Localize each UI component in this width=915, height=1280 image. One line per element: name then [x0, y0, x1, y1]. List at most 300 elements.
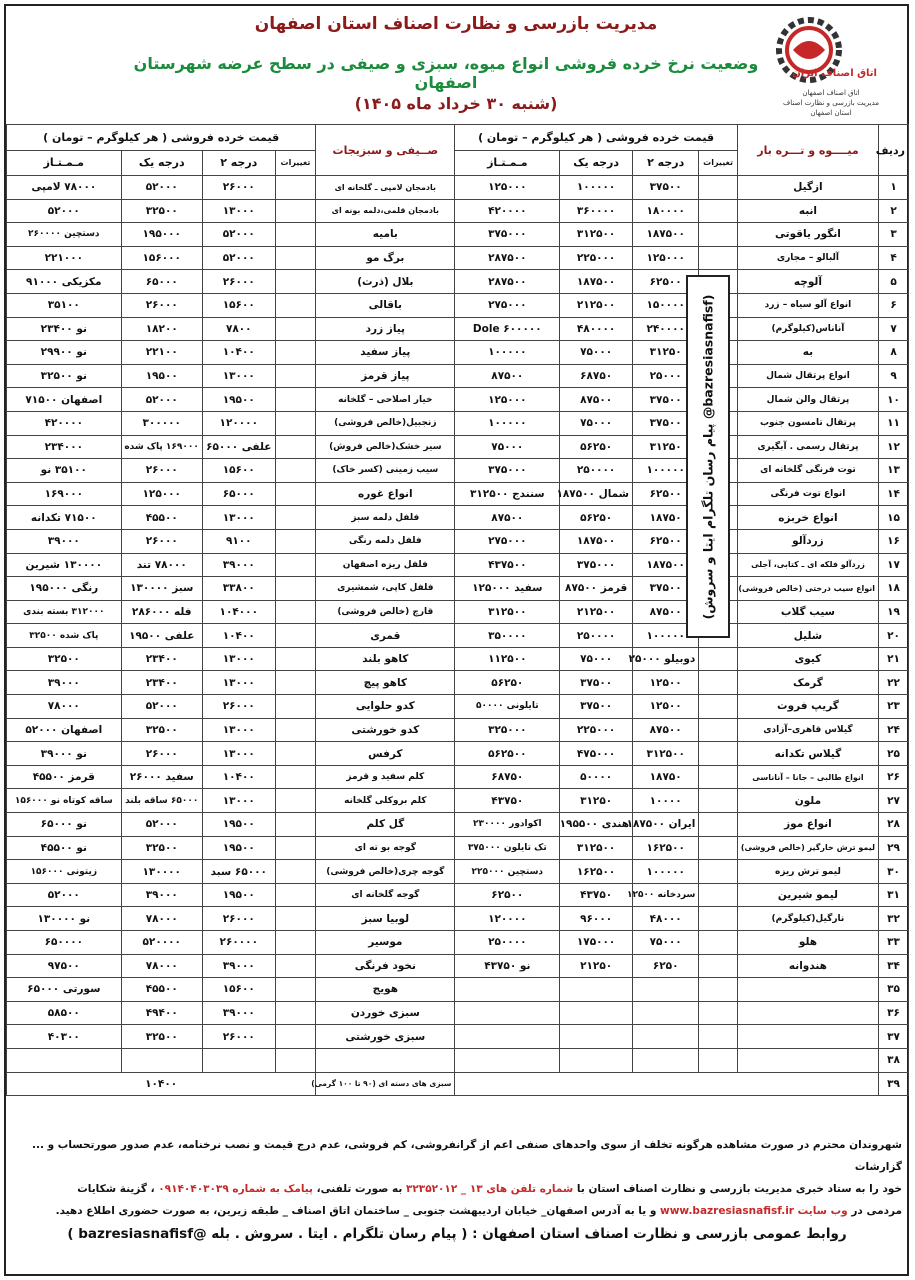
- fruit-grade2: ۴۸۰۰۰: [633, 907, 699, 931]
- fruit-changes: [699, 695, 738, 719]
- col-veg-price-group: قیمت خرده فروشی ( هر کیلوگرم – تومان ): [7, 125, 316, 151]
- fruit-premium: ۲۷۵۰۰۰: [455, 529, 560, 553]
- fruit-grade2: ۱۲۵۰۰: [633, 671, 699, 695]
- veg-changes: [275, 836, 316, 860]
- table-row: [7, 978, 909, 1002]
- fruit-grade2: [633, 1048, 699, 1072]
- veg-name: سیب زمینی (کسر خاک): [316, 459, 455, 483]
- fruit-changes: [699, 176, 738, 200]
- col-fruit-grade1: درجه یک: [560, 150, 633, 176]
- row-number: ۱۸: [879, 577, 909, 601]
- footer-line-3: مردمی در وب سایت www.bazresiasnafisf.ir و یا به آدرس اصفهان_ خیابان اردیبهشت جنوبی _ ساختمان اتاق اصناف _ طبقه زیرین، به صورت حضوری اطلاع دهید.: [55, 1205, 902, 1217]
- fruit-grade2: ۱۰۰۰۰۰: [633, 459, 699, 483]
- row-number: ۳۰: [879, 860, 909, 884]
- veg-name: بادمجان لامپی ـ گلخانه ای: [316, 176, 455, 200]
- table-row: [7, 1025, 909, 1049]
- table-row: [7, 860, 909, 884]
- veg-grade1: ۷۸۰۰۰ تند: [121, 553, 202, 577]
- veg-name: گوجه گلخانه ای: [316, 883, 455, 907]
- fruit-changes: [699, 671, 738, 695]
- veg-premium: ۵۲۰۰۰: [7, 883, 122, 907]
- veg-grade1: ۲۶۰۰۰: [121, 529, 202, 553]
- fruit-grade2: [633, 1001, 699, 1025]
- veg-grade1: ۱۸۲۰۰: [121, 317, 202, 341]
- veg-premium: اصفهان ۷۱۵۰۰: [7, 388, 122, 412]
- fruit-grade1: هندی ۱۹۵۵۰۰: [560, 813, 633, 837]
- row-number: ۳۲: [879, 907, 909, 931]
- row-number: ۲۸: [879, 813, 909, 837]
- fruit-name: هندوانه: [737, 954, 878, 978]
- veg-name: باقالی: [316, 293, 455, 317]
- veg-name: کدو خورشتی: [316, 718, 455, 742]
- fruit-changes: [699, 1025, 738, 1049]
- veg-changes: [275, 270, 316, 294]
- fruit-grade1: ۲۱۲۵۰۰: [560, 600, 633, 624]
- veg-grade2: ۲۶۰۰۰: [202, 1025, 275, 1049]
- row-number: ۳: [879, 223, 909, 247]
- row-number: ۲۴: [879, 718, 909, 742]
- table-row: [7, 836, 909, 860]
- fruit-premium: ۴۳۷۵۰۰: [455, 553, 560, 577]
- fruit-grade2: ۳۱۲۵۰: [633, 435, 699, 459]
- veg-premium: اصفهان ۵۲۰۰۰: [7, 718, 122, 742]
- veg-premium: نو ۶۵۰۰۰: [7, 813, 122, 837]
- row-number: ۱۱: [879, 411, 909, 435]
- veg-changes: [275, 199, 316, 223]
- fruit-name: [737, 1048, 878, 1072]
- veg-changes: [275, 860, 316, 884]
- row-number: ۱۳: [879, 459, 909, 483]
- fruit-grade2: ۱۶۲۵۰۰: [633, 836, 699, 860]
- table-row: [7, 1072, 909, 1096]
- fruit-name: زردآلو: [737, 529, 878, 553]
- veg-name: بامیه: [316, 223, 455, 247]
- veg-changes: [275, 695, 316, 719]
- fruit-grade2: ۶۲۵۰۰: [633, 482, 699, 506]
- fruit-grade1: ۴۷۵۰۰۰: [560, 742, 633, 766]
- fruit-name: انبه: [737, 199, 878, 223]
- veg-name: لوبیا سبز: [316, 907, 455, 931]
- row-number: ۳۱: [879, 883, 909, 907]
- veg-premium: ۵۲۰۰۰: [7, 199, 122, 223]
- veg-name: کلم سفید و قرمز: [316, 765, 455, 789]
- website-link[interactable]: وب سایت www.bazresiasnafisf.ir: [660, 1205, 848, 1217]
- veg-name: کرفس: [316, 742, 455, 766]
- fruit-premium: ۳۷۵۰۰۰: [455, 459, 560, 483]
- fruit-grade1: ۹۶۰۰۰: [560, 907, 633, 931]
- veg-changes: [275, 293, 316, 317]
- fruit-changes: [699, 836, 738, 860]
- fruit-grade2: ۲۴۰۰۰۰: [633, 317, 699, 341]
- fruit-changes: [699, 978, 738, 1002]
- fruit-premium: ۴۳۷۵۰: [455, 789, 560, 813]
- veg-grade1: ۴۵۵۰۰: [121, 978, 202, 1002]
- fruit-changes: [699, 223, 738, 247]
- veg-changes: [275, 813, 316, 837]
- veg-name: بلال (ذرت): [316, 270, 455, 294]
- veg-grade1: ۳۲۵۰۰: [121, 718, 202, 742]
- veg-premium: نو ۳۲۵۰۰: [7, 364, 122, 388]
- fruit-grade1: ۷۵۰۰۰: [560, 341, 633, 365]
- row-number: ۱۲: [879, 435, 909, 459]
- fruit-grade1: ۱۸۷۵۰۰: [560, 529, 633, 553]
- veg-name: برگ مو: [316, 246, 455, 270]
- fruit-grade2: سردخانه ۱۲۵۰۰: [633, 883, 699, 907]
- veg-name: خیار اصلاحی – گلخانه: [316, 388, 455, 412]
- veg-premium: ۳۹۰۰۰: [7, 529, 122, 553]
- table-header-row: [7, 125, 909, 151]
- fruit-changes: [699, 907, 738, 931]
- fruit-changes: [699, 647, 738, 671]
- fruit-premium: اکوادور ۲۳۰۰۰۰: [455, 813, 560, 837]
- veg-changes: [275, 931, 316, 955]
- fruit-name: انواع موز: [737, 813, 878, 837]
- veg-premium: مکزیکی ۹۱۰۰۰: [7, 270, 122, 294]
- veg-premium: نو ۱۳۰۰۰۰: [7, 907, 122, 931]
- fruit-grade1: [560, 1048, 633, 1072]
- veg-grade1: علفی ۱۹۵۰۰: [121, 624, 202, 648]
- veg-name: قمری: [316, 624, 455, 648]
- veg-grade1: ۵۲۰۰۰: [121, 813, 202, 837]
- veg-grade1: ۲۶۰۰۰: [121, 742, 202, 766]
- veg-changes: [275, 671, 316, 695]
- veg-changes: [275, 907, 316, 931]
- veg-grade1: فله ۲۸۶۰۰۰: [121, 600, 202, 624]
- veg-changes: [275, 789, 316, 813]
- fruit-premium: ۱۰۰۰۰۰: [455, 411, 560, 435]
- table-row: [7, 364, 909, 388]
- veg-name: فلفل کاپی، شمشیری: [316, 577, 455, 601]
- phone-numbers: شماره تلفن های ۱۳ _ ۳۲۳۵۲۰۱۲: [405, 1183, 574, 1195]
- veg-name: کلم بروکلی گلخانه: [316, 789, 455, 813]
- fruit-name: گریپ فروت: [737, 695, 878, 719]
- row-number: ۱۹: [879, 600, 909, 624]
- fruit-grade1: ۷۵۰۰۰: [560, 647, 633, 671]
- fruit-grade1: ۲۱۲۵۰: [560, 954, 633, 978]
- veg-grade2: ۵۲۰۰۰: [202, 246, 275, 270]
- table-row: [7, 553, 909, 577]
- table-row: [7, 600, 909, 624]
- row-number: ۳۸: [879, 1048, 909, 1072]
- fruit-name: کیوی: [737, 647, 878, 671]
- veg-premium: ۳۱۲۰۰۰ بسته بندی: [7, 600, 122, 624]
- row-number: ۲۶: [879, 765, 909, 789]
- fruit-grade1: ۳۱۲۵۰۰: [560, 836, 633, 860]
- veg-grade2: ۱۳۰۰۰: [202, 647, 275, 671]
- row-number: ۶: [879, 293, 909, 317]
- fruit-grade2: ۱۰۰۰۰۰: [633, 860, 699, 884]
- veg-grade2: ۱۹۵۰۰: [202, 883, 275, 907]
- header-subtitle: وضعیت نرخ خرده فروشی انواع میوه، سبزی و صیفی در سطح عرضه شهرستان اصفهان: [133, 54, 759, 92]
- veg-premium: نو ۳۹۰۰۰: [7, 742, 122, 766]
- fruit-premium: ۲۵۰۰۰۰: [455, 931, 560, 955]
- table-row: [7, 246, 909, 270]
- fruit-name: پرتقال تامسون جنوب: [737, 411, 878, 435]
- row-number: ۱۴: [879, 482, 909, 506]
- fruit-name: به: [737, 341, 878, 365]
- row-number: ۳۶: [879, 1001, 909, 1025]
- fruit-name: لیمو شیرین: [737, 883, 878, 907]
- veg-grade1: ۲۳۴۰۰: [121, 671, 202, 695]
- fruit-grade1: ۳۷۵۰۰۰: [560, 553, 633, 577]
- fruit-changes: [699, 1001, 738, 1025]
- fruit-name: پرتقال رسمی . آبگیری: [737, 435, 878, 459]
- veg-name: سبزی خوردن: [316, 1001, 455, 1025]
- fruit-premium: ۱۱۲۵۰۰: [455, 647, 560, 671]
- fruit-grade2: ۳۷۵۰۰: [633, 577, 699, 601]
- col-fruit-price-group: قیمت خرده فروشی ( هر کیلوگرم – تومان ): [455, 125, 737, 151]
- fruit-name: آلبالو – مجاری: [737, 246, 878, 270]
- veg-grade2: ۶۵۰۰۰: [202, 482, 275, 506]
- veg-changes: [275, 600, 316, 624]
- veg-changes: [275, 1025, 316, 1049]
- fruit-grade2: ۷۵۰۰۰: [633, 931, 699, 955]
- price-table: [6, 124, 909, 1096]
- veg-changes: [275, 624, 316, 648]
- col-veg: صــیفی و سبزیجات: [316, 125, 455, 176]
- fruit-premium: ۳۱۲۵۰۰: [455, 600, 560, 624]
- veg-name: انواع غوره: [316, 482, 455, 506]
- veg-grade2: ۱۰۴۰۰۰: [202, 600, 275, 624]
- veg-premium: دستچین ۲۶۰۰۰۰: [7, 223, 122, 247]
- veg-grade1: ۳۰۰۰۰۰: [121, 411, 202, 435]
- veg-changes: [275, 411, 316, 435]
- row-number: ۳۹: [879, 1072, 909, 1096]
- veg-changes: [275, 223, 316, 247]
- veg-grade2: ۳۹۰۰۰: [202, 553, 275, 577]
- fruit-grade2: ۳۷۵۰۰: [633, 411, 699, 435]
- fruit-grade2: ۱۲۵۰۰۰: [633, 246, 699, 270]
- col-fruit-changes: تغییرات: [699, 150, 738, 176]
- fruit-grade1: ۴۸۰۰۰۰: [560, 317, 633, 341]
- veg-premium: نو ۲۹۹۰۰: [7, 341, 122, 365]
- veg-premium: ساقه کوتاه نو ۱۵۶۰۰۰: [7, 789, 122, 813]
- fruit-grade1: ۱۰۰۰۰۰: [560, 176, 633, 200]
- veg-name: سبزی های دسته ای (۹۰ تا ۱۰۰ گرمی): [316, 1072, 455, 1096]
- table-row: [7, 176, 909, 200]
- veg-name: پیاز قرمز: [316, 364, 455, 388]
- row-number: ۵: [879, 270, 909, 294]
- fruit-changes: [699, 742, 738, 766]
- veg-grade1: ۵۲۰۰۰: [121, 388, 202, 412]
- fruit-premium: ۱۲۰۰۰۰: [455, 907, 560, 931]
- fruit-grade1: ۳۷۵۰۰: [560, 695, 633, 719]
- fruit-grade1: [560, 1025, 633, 1049]
- fruit-grade1: ۱۶۲۵۰۰: [560, 860, 633, 884]
- table-row: [7, 1048, 909, 1072]
- fruit-grade2: ۸۷۵۰۰: [633, 600, 699, 624]
- table-row: [7, 907, 909, 931]
- fruit-premium: سفید ۱۲۵۰۰۰: [455, 577, 560, 601]
- veg-grade2: ۱۳۰۰۰: [202, 742, 275, 766]
- veg-name: سبزی خورشتی: [316, 1025, 455, 1049]
- row-number: ۳۵: [879, 978, 909, 1002]
- fruit-premium: تک تایلون ۳۷۵۰۰۰: [455, 836, 560, 860]
- table-row: [7, 293, 909, 317]
- fruit-premium: ۲۸۷۵۰۰: [455, 246, 560, 270]
- veg-changes: [275, 529, 316, 553]
- fruit-grade2: ۱۸۰۰۰۰: [633, 199, 699, 223]
- fruit-premium: Dole ۶۰۰۰۰۰: [455, 317, 560, 341]
- fruit-name: لیمو ترش ریزه: [737, 860, 878, 884]
- veg-name: پیاز زرد: [316, 317, 455, 341]
- veg-grade2: ۱۹۵۰۰: [202, 813, 275, 837]
- fruit-premium: [455, 978, 560, 1002]
- fruit-premium: ۶۸۷۵۰: [455, 765, 560, 789]
- table-row: [7, 883, 909, 907]
- veg-name: فلفل ریزه اصفهان: [316, 553, 455, 577]
- table-row: [7, 459, 909, 483]
- fruit-grade1: ۲۱۲۵۰۰: [560, 293, 633, 317]
- veg-premium: ۷۸۰۰۰ لامپی: [7, 176, 122, 200]
- veg-name: [316, 1048, 455, 1072]
- row-number: ۳۳: [879, 931, 909, 955]
- fruit-name: گیلاس تکدانه: [737, 742, 878, 766]
- veg-changes: [275, 883, 316, 907]
- veg-changes: [275, 246, 316, 270]
- veg-changes: [275, 765, 316, 789]
- col-fruit-premium: مـمـتـاز: [455, 150, 560, 176]
- fruit-grade1: ۷۵۰۰۰: [560, 411, 633, 435]
- fruit-grade2: ۱۰۰۰۰۰: [633, 624, 699, 648]
- veg-name: گوجه چری(خالص فروشی): [316, 860, 455, 884]
- table-row: [7, 954, 909, 978]
- veg-grade1: ۲۶۰۰۰: [121, 293, 202, 317]
- veg-grade2: ۳۹۰۰۰: [202, 954, 275, 978]
- table-row: [7, 341, 909, 365]
- fruit-premium: ۴۲۰۰۰۰: [455, 199, 560, 223]
- fruit-grade1: ۲۲۵۰۰۰: [560, 246, 633, 270]
- row-number: ۱۰: [879, 388, 909, 412]
- fruit-grade1: ۵۶۲۵۰: [560, 506, 633, 530]
- veg-grade1: ۱۲۵۰۰۰: [121, 482, 202, 506]
- veg-grade1: ۵۲۰۰۰۰: [121, 931, 202, 955]
- veg-grade2: ۵۲۰۰۰: [202, 223, 275, 247]
- fruit-grade1: ۸۷۵۰۰: [560, 388, 633, 412]
- veg-name: گل کلم: [316, 813, 455, 837]
- fruit-grade1: شمال ۱۸۷۵۰۰: [560, 482, 633, 506]
- row-number: ۷: [879, 317, 909, 341]
- fruit-grade1: ۳۷۵۰۰: [560, 671, 633, 695]
- fruit-grade1: ۳۱۲۵۰: [560, 789, 633, 813]
- public-relations-line: روابط عمومی بازرسی و نظارت اصناف استان اصفهان : ( پیام رسان تلگرام . ایتا . سروش . بله @bazresiasnafisf ): [67, 1226, 847, 1242]
- veg-changes: [275, 978, 316, 1002]
- fruit-premium: ۵۶۲۵۰۰: [455, 742, 560, 766]
- veg-grade1: ۴۵۵۰۰: [121, 506, 202, 530]
- fruit-grade1: ۵۰۰۰۰: [560, 765, 633, 789]
- fruit-name: [737, 978, 878, 1002]
- row-number: ۳۴: [879, 954, 909, 978]
- fruit-grade2: ۳۷۵۰۰: [633, 388, 699, 412]
- col-fruit-grade2: درجه ۲: [633, 150, 699, 176]
- fruit-premium: دستچین ۲۲۵۰۰۰: [455, 860, 560, 884]
- veg-premium: پاک شده ۳۲۵۰۰: [7, 624, 122, 648]
- fruit-grade2: [633, 1025, 699, 1049]
- table-row: [7, 482, 909, 506]
- veg-changes: [275, 577, 316, 601]
- fruit-grade2: ۶۲۵۰۰: [633, 529, 699, 553]
- veg-grade2: ۱۰۴۰۰: [202, 341, 275, 365]
- veg-name: فلفل دلمه رنگی: [316, 529, 455, 553]
- veg-premium: ۴۲۰۰۰۰: [7, 411, 122, 435]
- veg-changes: [275, 364, 316, 388]
- veg-grade1: ۲۲۱۰۰: [121, 341, 202, 365]
- fruit-changes: [699, 813, 738, 837]
- table-row: [7, 577, 909, 601]
- table-row: [7, 647, 909, 671]
- col-veg-changes: تغییرات: [275, 150, 316, 176]
- fruit-name: لیمو ترش خارگیر (خالص فروشی): [737, 836, 878, 860]
- row-number: ۱۶: [879, 529, 909, 553]
- fruit-name: نارگیل(کیلوگرم): [737, 907, 878, 931]
- row-number: ۲۰: [879, 624, 909, 648]
- veg-grade1: [121, 1048, 202, 1072]
- table-row: [7, 270, 909, 294]
- table-row: [7, 671, 909, 695]
- fruit-grade2: ایران ۱۸۷۵۰۰: [633, 813, 699, 837]
- veg-grade2: ۲۶۰۰۰: [202, 270, 275, 294]
- table-row: [7, 624, 909, 648]
- fruit-grade2: دوبیلو ۲۵۰۰۰: [633, 647, 699, 671]
- veg-name: گوجه بو ته ای: [316, 836, 455, 860]
- fruit-name: انواع پرتقال شمال: [737, 364, 878, 388]
- fruit-premium: ۳۲۵۰۰۰: [455, 718, 560, 742]
- fruit-grade1: ۲۵۰۰۰۰: [560, 624, 633, 648]
- veg-grade2: ۶۵۰۰۰ سبد: [202, 860, 275, 884]
- veg-changes: [275, 553, 316, 577]
- fruit-grade2: ۱۵۰۰۰۰: [633, 293, 699, 317]
- fruit-name: آناناس(کیلوگرم): [737, 317, 878, 341]
- fruit-grade1: [560, 1001, 633, 1025]
- veg-grade2: ۱۳۰۰۰: [202, 671, 275, 695]
- veg-premium: ۱۶۹۰۰۰: [7, 482, 122, 506]
- fruit-changes: [699, 789, 738, 813]
- table-row: [7, 789, 909, 813]
- veg-grade1: ۳۹۰۰۰: [121, 883, 202, 907]
- veg-name: سیر خشک(خالص فروش): [316, 435, 455, 459]
- veg-changes: [275, 317, 316, 341]
- veg-premium: زیتونی ۱۵۶۰۰۰: [7, 860, 122, 884]
- fruit-grade1: ۴۳۷۵۰: [560, 883, 633, 907]
- veg-grade1: سفید ۲۶۰۰۰: [121, 765, 202, 789]
- veg-premium: ۱۳۰۰۰۰ شیرین: [7, 553, 122, 577]
- fruit-premium: [455, 1001, 560, 1025]
- footer-line-1: شهروندان محترم در صورت مشاهده هرگونه تخلف از سوی واحدهای صنفی اعم از گرانفروشی، کم فروشی، عدم درج قیمت و نصب نرخنامه، عدم صدور صورتحساب و ... گزارشات: [31, 1139, 902, 1173]
- fruit-changes: [699, 718, 738, 742]
- fruit-name: انواع خربزه: [737, 506, 878, 530]
- header-title: مدیریت بازرسی و نظارت اصناف استان اصفهان: [254, 14, 658, 34]
- fruit-grade1: [560, 978, 633, 1002]
- fruit-changes: [699, 860, 738, 884]
- veg-changes: [275, 388, 316, 412]
- veg-name: کاهو بلند: [316, 647, 455, 671]
- veg-changes: [275, 1001, 316, 1025]
- row-number: ۲۳: [879, 695, 909, 719]
- veg-grade1: ۱۳۰۰۰۰: [121, 860, 202, 884]
- fruit-premium: ۲۷۵۰۰۰: [455, 293, 560, 317]
- veg-grade1: ۳۲۵۰۰: [121, 1025, 202, 1049]
- fruit-grade1: قرمز ۸۷۵۰۰: [560, 577, 633, 601]
- col-row-number: ردیف: [879, 125, 909, 176]
- veg-grade2: ۳۹۰۰۰: [202, 1001, 275, 1025]
- veg-premium: ۶۵۰۰۰۰: [7, 931, 122, 955]
- veg-grade2: ۲۶۰۰۰۰: [202, 931, 275, 955]
- fruit-grade1: ۱۸۷۵۰۰: [560, 270, 633, 294]
- veg-grade2: ۱۳۰۰۰: [202, 506, 275, 530]
- sms-number: پیامک به شماره ۰۹۱۴۰۴۰۳۰۳۹: [158, 1183, 314, 1195]
- table-row: [7, 529, 909, 553]
- fruit-changes: [699, 954, 738, 978]
